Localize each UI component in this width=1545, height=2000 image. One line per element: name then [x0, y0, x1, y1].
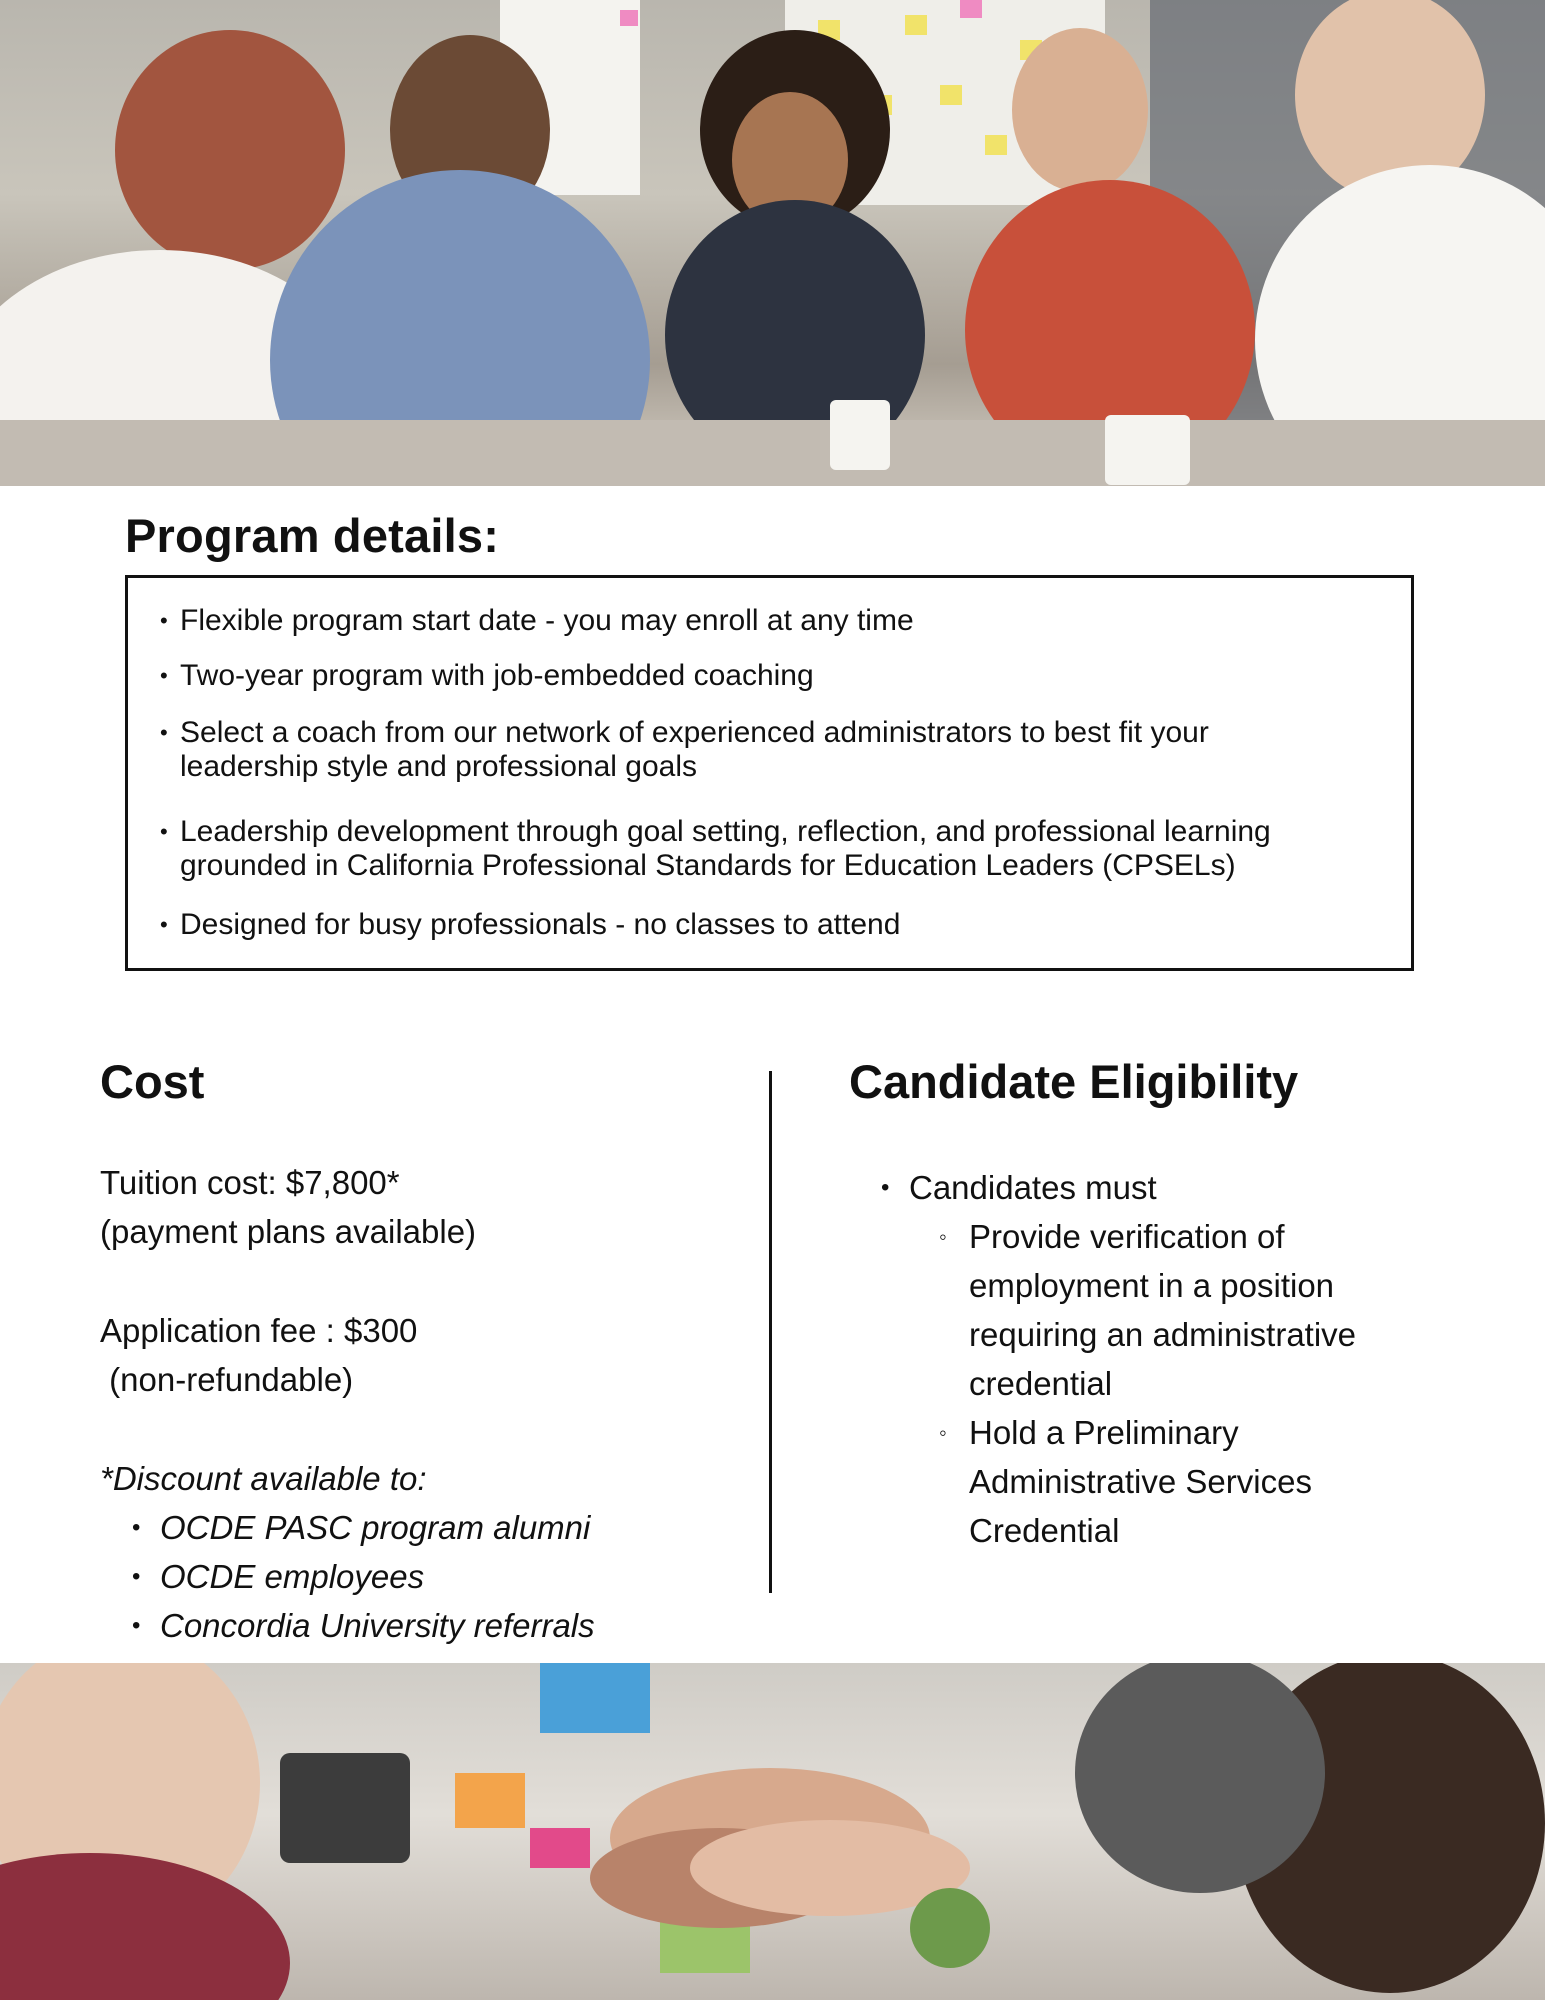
bullet-icon: • — [132, 1514, 141, 1541]
column-divider — [769, 1071, 772, 1593]
bullet-icon: • — [132, 1612, 141, 1639]
bullet-icon: • — [132, 1563, 141, 1590]
requirement-line: Credential — [969, 1512, 1120, 1549]
discount-item-text: OCDE employees — [160, 1558, 425, 1595]
list-item-text: Two-year program with job-embedded coaching — [180, 659, 814, 692]
bullet-icon: • — [160, 819, 168, 844]
team-meeting-photo — [0, 0, 1545, 486]
application-note: (non-refundable) — [100, 1361, 354, 1398]
discount-item-text: OCDE PASC program alumni — [160, 1509, 591, 1546]
bullet-icon: • — [881, 1174, 890, 1201]
eligibility-intro-text: Candidates must — [909, 1169, 1157, 1206]
program-details-box — [125, 575, 1414, 971]
discount-item-text: Concordia University referrals — [160, 1607, 595, 1644]
requirement-line: Administrative Services — [969, 1463, 1312, 1500]
hands-together-illustration — [0, 1663, 1545, 2000]
program-details-title: Program details: — [125, 509, 500, 562]
circle-bullet-icon: ◦ — [939, 1420, 947, 1445]
discount-item — [132, 1557, 425, 1597]
tuition-cost: Tuition cost: $7,800* — [100, 1164, 400, 1201]
requirement-line: credential — [969, 1365, 1113, 1402]
list-item — [160, 716, 1380, 784]
list-item — [160, 659, 1380, 693]
list-item-text: Flexible program start date - you may enroll at any time — [180, 604, 914, 637]
list-item — [160, 604, 1380, 638]
hands-together-photo — [0, 1663, 1545, 2000]
bullet-icon: • — [160, 663, 168, 688]
discount-heading: *Discount available to: — [100, 1460, 427, 1497]
eligibility-requirement — [939, 1408, 1312, 1555]
requirement-line: requiring an administrative — [969, 1316, 1357, 1353]
list-item-text: Designed for busy professionals - no classes to attend — [180, 908, 901, 941]
circle-bullet-icon: ◦ — [939, 1224, 947, 1249]
discount-item — [132, 1606, 595, 1646]
eligibility-title: Candidate Eligibility — [849, 1055, 1299, 1108]
eligibility-requirement — [939, 1212, 1357, 1408]
application-fee: Application fee : $300 — [100, 1312, 418, 1349]
bullet-icon: • — [160, 608, 168, 633]
bullet-icon: • — [160, 720, 168, 745]
list-item — [160, 908, 1380, 942]
bullet-icon: • — [160, 912, 168, 937]
discount-item — [132, 1508, 591, 1548]
requirement-line: Provide verification of — [969, 1218, 1285, 1255]
cost-title: Cost — [100, 1055, 205, 1108]
team-meeting-illustration — [0, 0, 1545, 486]
requirement-line: Hold a Preliminary — [969, 1414, 1239, 1451]
list-item-text: leadership style and professional goals — [180, 750, 697, 783]
list-item-text: Select a coach from our network of experienced administrators to best fit your — [180, 716, 1209, 749]
tuition-note: (payment plans available) — [100, 1213, 477, 1250]
list-item — [160, 815, 1380, 883]
eligibility-intro — [881, 1163, 1157, 1212]
list-item-text: grounded in California Professional Standards for Education Leaders (CPSELs) — [180, 849, 1236, 882]
list-item-text: Leadership development through goal setting, reflection, and professional learning — [180, 815, 1271, 848]
requirement-line: employment in a position — [969, 1267, 1335, 1304]
